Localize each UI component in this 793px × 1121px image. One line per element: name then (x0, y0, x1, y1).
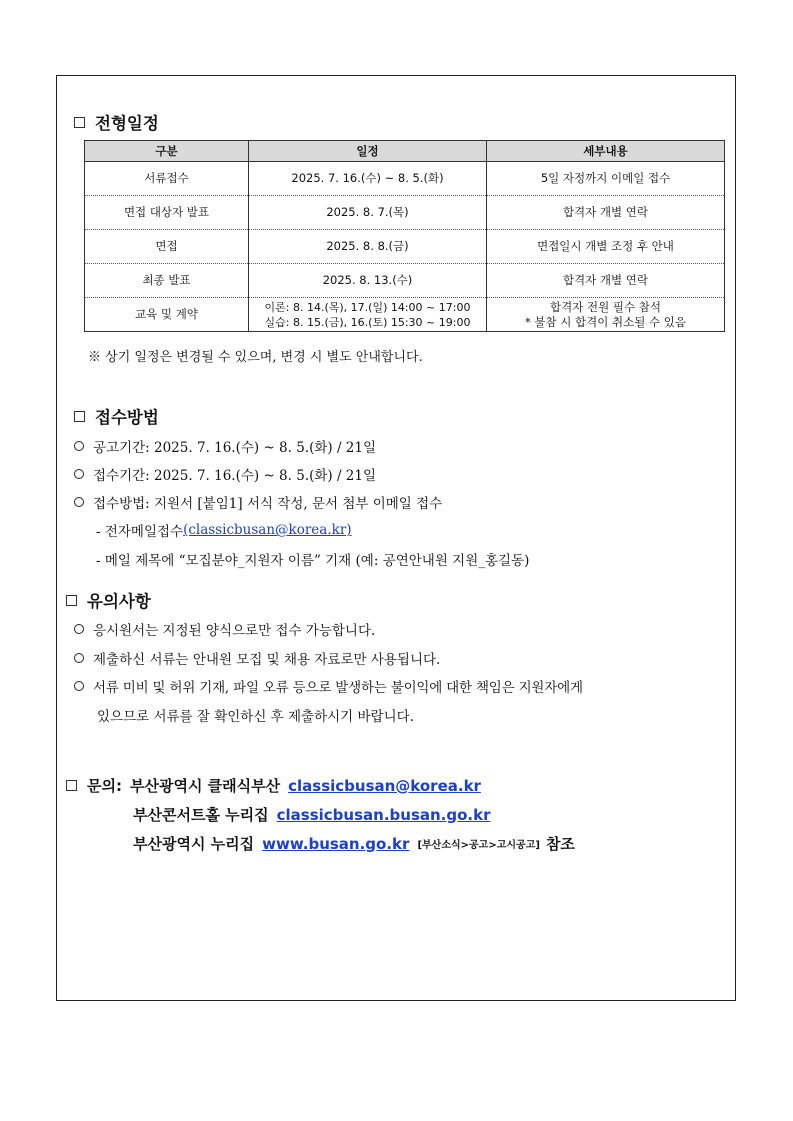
table-row (85, 162, 725, 196)
list-item-text: 접수기간: 2025. 7. 16.(수) ~ 8. 5.(화) / 21일 (93, 468, 377, 484)
row-category: 교육 및 계약 (85, 298, 249, 332)
schedule-heading (74, 110, 159, 134)
list-item-text: 공고기간: 2025. 7. 16.(수) ~ 8. 5.(화) / 21일 (93, 440, 377, 456)
circle-bullet-icon (74, 497, 84, 507)
contact-org: 부산콘서트홀 누리집 (133, 806, 269, 824)
list-item (74, 648, 440, 668)
notes-heading (66, 588, 151, 612)
circle-bullet-icon (74, 441, 84, 451)
schedule-note: ※ 상기 일정은 변경될 수 있으며, 변경 시 별도 안내합니다. (88, 350, 423, 365)
row-detail: 합격자 개별 연락 (487, 196, 725, 230)
contact-label: 문의: (87, 777, 122, 795)
row-date: 2025. 8. 13.(수) (249, 264, 487, 298)
sub-item-email (96, 520, 352, 540)
circle-bullet-icon (74, 681, 84, 691)
list-item-continuation (97, 705, 414, 725)
table-row (85, 196, 725, 230)
row-detail: 면접일시 개별 조정 후 안내 (487, 230, 725, 264)
row-detail: 합격자 개별 연락 (487, 264, 725, 298)
website-path: [부산소식>공고>고시공고] (417, 840, 540, 851)
sub-item-text: - 메일 제목에 “모집분야_지원자 이름” 기재 (예: 공연안내원 지원_홍길동) (96, 553, 530, 569)
list-item-text: 접수방법: 지원서 [붙임1] 서식 작성, 문서 첨부 이메일 접수 (93, 496, 443, 512)
checkbox-square-icon (74, 411, 85, 422)
list-item (74, 676, 583, 696)
sub-item-text: - 전자메일접수 (96, 524, 184, 540)
table-row (85, 298, 725, 332)
row-date-line1: 이론: 8. 14.(목), 17.(일) 14:00 ~ 17:00 (264, 300, 471, 314)
contact-email-link[interactable]: classicbusan@korea.kr (288, 776, 481, 795)
email-link[interactable]: (classicbusan@korea.kr) (183, 522, 352, 538)
circle-bullet-icon (74, 624, 84, 634)
header-date: 일정 (249, 141, 487, 162)
row-detail (487, 298, 725, 332)
row-detail: 5일 자정까지 이메일 접수 (487, 162, 725, 196)
busan-website-link[interactable]: www.busan.go.kr (262, 834, 410, 853)
row-detail-line1: 합격자 전원 필수 참석 (550, 299, 661, 314)
row-date: 2025. 8. 8.(금) (249, 230, 487, 264)
table-row (85, 230, 725, 264)
contact-suffix: 참조 (545, 835, 575, 853)
notes-heading-text: 유의사항 (87, 592, 151, 611)
checkbox-square-icon (66, 595, 77, 606)
contact-line-1 (66, 775, 481, 796)
list-item (74, 464, 376, 484)
schedule-heading-text: 전형일정 (95, 114, 159, 133)
table-row (85, 264, 725, 298)
row-date-line2: 실습: 8. 15.(금), 16.(토) 15:30 ~ 19:00 (264, 315, 471, 329)
list-item (74, 436, 376, 456)
list-item (74, 492, 442, 512)
header-detail: 세부내용 (487, 141, 725, 162)
checkbox-square-icon (66, 780, 77, 791)
row-date: 2025. 7. 16.(수) ~ 8. 5.(화) (249, 162, 487, 196)
row-date: 2025. 8. 7.(목) (249, 196, 487, 230)
row-category: 면접 (85, 230, 249, 264)
schedule-table-header (85, 141, 725, 162)
checkbox-square-icon (74, 117, 85, 128)
list-item-text: 응시원서는 지정된 양식으로만 접수 가능합니다. (93, 623, 376, 639)
row-detail-line2: * 불참 시 합격이 취소될 수 있음 (525, 314, 686, 329)
row-category: 최종 발표 (85, 264, 249, 298)
row-date (249, 298, 487, 332)
contact-line-2 (133, 804, 491, 825)
sub-item-subject (96, 549, 529, 569)
application-heading-text: 접수방법 (95, 408, 159, 427)
list-item (74, 619, 375, 639)
circle-bullet-icon (74, 469, 84, 479)
concert-hall-website-link[interactable]: classicbusan.busan.go.kr (276, 805, 491, 824)
header-category: 구분 (85, 141, 249, 162)
row-category: 서류접수 (85, 162, 249, 196)
row-category: 면접 대상자 발표 (85, 196, 249, 230)
contact-org: 부산광역시 클래식부산 (129, 777, 281, 795)
circle-bullet-icon (74, 653, 84, 663)
contact-line-3 (133, 833, 575, 854)
application-heading (74, 404, 159, 428)
list-item-text: 있으므로 서류를 잘 확인하신 후 제출하시기 바랍니다. (97, 709, 414, 725)
schedule-table (84, 140, 725, 332)
list-item-text: 제출하신 서류는 안내원 모집 및 채용 자료로만 사용됩니다. (93, 652, 441, 668)
list-item-text: 서류 미비 및 허위 기재, 파일 오류 등으로 발생하는 불이익에 대한 책임은 지원자에게 (93, 680, 583, 696)
contact-org: 부산광역시 누리집 (133, 835, 255, 853)
